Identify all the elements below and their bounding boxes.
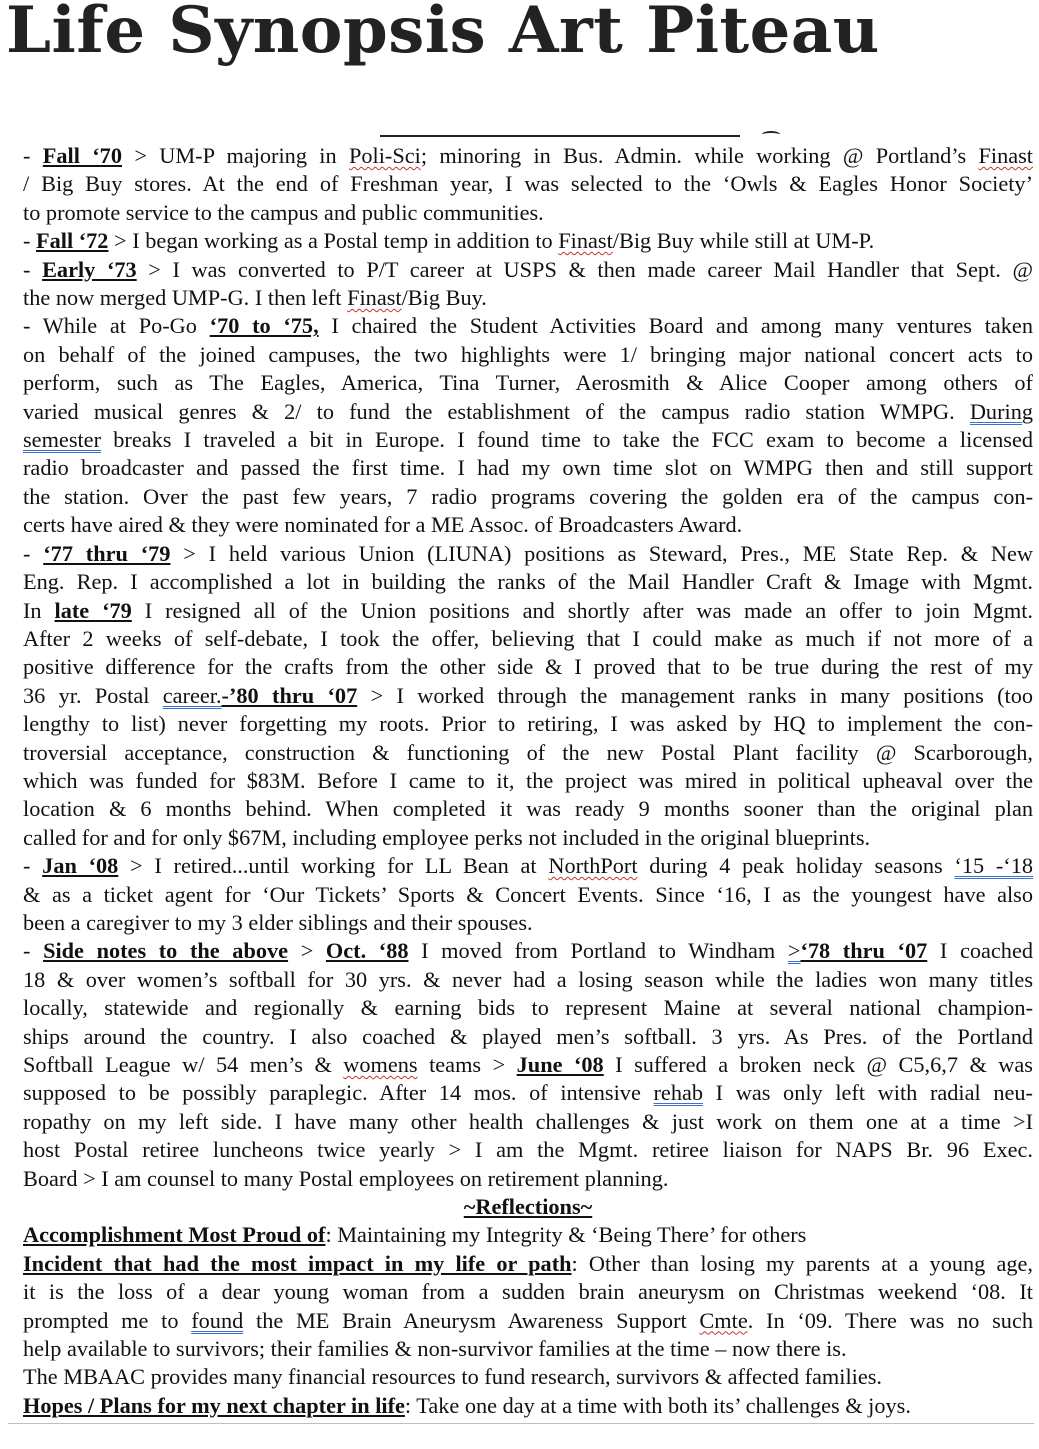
date-heading: ‘78 thru ‘07 [800, 938, 928, 964]
text-line [23, 170, 1033, 198]
grammar-flag-word: rehab [653, 1080, 704, 1106]
text-span: prompted me to [23, 1307, 192, 1333]
grammar-flag-word: semester [23, 427, 102, 453]
text-span: Board > I am counsel to many Postal employees on retirement planning. [23, 1165, 669, 1191]
text-line [23, 824, 1033, 852]
text-span: I moved from Portland to Windham [408, 938, 788, 964]
text-span: the ME Brain Aneurysm Awareness Support [243, 1307, 700, 1333]
spellcheck-word: Finast [978, 143, 1033, 168]
text-span: After 2 weeks of self-debate, I took the offer, believing that I could make as much if not more of a [23, 625, 1033, 651]
text-span: > I held various Union (LIUNA) positions as Steward, Pres., ME State Rep. & New [170, 540, 1034, 566]
text-line [23, 256, 1033, 284]
text-span: it is the loss of a dear young woman from a sudden brain aneurysm on Christmas weekend ‘08. It [23, 1279, 1033, 1305]
paragraph-77-79 [23, 540, 1033, 852]
paragraph-jan-08 [23, 852, 1033, 937]
text-line [23, 426, 1033, 454]
text-span: The MBAAC provides many financial resources to fund research, survivors & affected families. [23, 1364, 882, 1390]
text-line [23, 1278, 1033, 1306]
text-line [23, 398, 1033, 426]
text-span: perform, such as The Eagles, America, Tina Turner, Aerosmith & Alice Cooper among others of [23, 370, 1033, 396]
text-line [23, 625, 1033, 653]
paragraph-early-73 [23, 256, 1033, 313]
grammar-flag-word: ‘15 -‘18 [954, 853, 1034, 879]
spellcheck-word: Cmte [699, 1307, 748, 1333]
spellcheck-word: Finast [558, 228, 613, 254]
text-span: locally, statewide and regionally & earning bids to represent Maine at several national champion- [23, 995, 1033, 1021]
paragraph-fall-72 [23, 227, 1033, 255]
text-line [23, 1079, 1033, 1107]
text-span: ; minoring in Bus. Admin. while working @ Portland’s [420, 143, 979, 168]
text-span: teams > [417, 1052, 517, 1077]
text-span: - [23, 228, 36, 254]
text-span: during 4 peak holiday seasons [637, 853, 955, 879]
reflection-label: Incident that had the most impact in my life or path [23, 1250, 572, 1276]
spellcheck-word: womens [343, 1052, 418, 1077]
text-line [23, 1307, 1033, 1335]
spellcheck-word: Finast [347, 285, 402, 311]
text-span: - [23, 938, 44, 964]
text-span: varied musical genres & 2/ to fund the establishment of the campus radio station WMPG. [23, 398, 970, 424]
grammar-flag-word: > [787, 938, 801, 964]
text-span: > I worked through the management ranks in many positions (too [357, 682, 1034, 708]
text-span: I chaired the Student Activities Board and among many ventures taken [318, 313, 1033, 339]
text-line [23, 1335, 1033, 1363]
text-line [23, 852, 1033, 880]
text-span: /Big Buy. [401, 285, 487, 311]
text-line [23, 937, 1033, 965]
reflection-hopes [23, 1392, 1033, 1420]
text-span: host Postal retiree luncheons twice yearly > I am the Mgmt. retiree liaison for NAPS Br. 96 Exec. [23, 1137, 1033, 1163]
text-span: 36 yr. Postal [23, 682, 163, 708]
text-line [23, 454, 1033, 482]
text-span: ropathy on my left side. I have many other health challenges & just work on them one at a time >I [23, 1108, 1033, 1134]
text-span: help available to survivors; their families & non-survivor families at the time – now there is. [23, 1336, 847, 1362]
text-span: lengthy to list) never forgetting my roots. Prior to retiring, I was asked by HQ to implement the con- [23, 711, 1033, 737]
text-span: 18 & over women’s softball for 30 yrs. & never had a losing season while the ladies won many titles [23, 966, 1033, 992]
text-span: Eng. Rep. I accomplished a lot in building the ranks of the Mail Handler Craft & Image with Mgmt. [23, 569, 1033, 595]
text-line [23, 511, 1033, 539]
text-span: : Take one day at a time with both its’ challenges & joys. [404, 1392, 911, 1418]
date-heading: Fall ‘72 [36, 228, 109, 254]
text-line [23, 1165, 1033, 1193]
text-span: the station. Over the past few years, 7 radio programs covering the golden era of the campus con- [23, 483, 1033, 509]
grammar-flag-word: found [191, 1307, 244, 1333]
text-span: - While at Po-Go [23, 313, 210, 339]
text-line [23, 710, 1033, 738]
date-heading: late ‘79 [54, 597, 132, 623]
scan-artifact-rule [380, 135, 740, 137]
text-span: called for and for only $67M, including employee perks not included in the original blueprints. [23, 824, 871, 850]
date-heading: ‘70 to ‘75, [209, 313, 319, 339]
paragraph-side-notes [23, 937, 1033, 1193]
text-line [23, 540, 1033, 568]
text-span: > I was converted to P/T career at USPS & then made career Mail Handler that Sept. @ [136, 256, 1034, 282]
text-span: been a caregiver to my 3 elder siblings and their spouses. [23, 909, 533, 935]
grammar-flag-word: career. [162, 682, 222, 708]
text-span: breaks I traveled a bit in Europe. I found time to take the FCC exam to become a licensed [101, 427, 1033, 453]
text-line [23, 568, 1033, 596]
text-span: - [23, 256, 43, 282]
scan-artifact-mark [762, 131, 780, 138]
date-heading: ‘77 thru ‘79 [43, 540, 171, 566]
text-span: - [23, 853, 43, 879]
text-line [23, 1363, 1033, 1391]
text-span: radio broadcaster and passed the first time. I had my own time slot on WMPG then and still support [23, 455, 1033, 481]
date-heading: Oct. ‘88 [325, 938, 409, 964]
text-span: I resigned all of the Union positions and shortly after was made an offer to join Mgmt. [131, 597, 1033, 623]
text-span: I coached [927, 938, 1033, 964]
section-label: Side notes to the above [43, 938, 289, 964]
synopsis-body [23, 142, 1033, 1420]
text-span: on behalf of the joined campuses, the two highlights were 1/ bringing major national concert acts to [23, 341, 1033, 367]
text-line [23, 795, 1033, 823]
text-line [23, 653, 1033, 681]
date-heading: Jan ‘08 [42, 853, 119, 879]
text-span: - [23, 143, 43, 168]
text-span: I was only left with radial neu- [703, 1080, 1033, 1106]
spellcheck-word: NorthPort [548, 853, 638, 879]
spellcheck-word: Poli-Sci [348, 143, 421, 168]
text-span: : Maintaining my Integrity & ‘Being There’ for others [325, 1222, 807, 1248]
date-heading: -’80 thru ‘07 [221, 682, 358, 708]
text-line [23, 994, 1033, 1022]
text-span: Softball League w/ 54 men’s & [23, 1052, 344, 1077]
grammar-flag-word: During [969, 398, 1033, 424]
reflection-proud [23, 1221, 1033, 1249]
paragraph-po-go [23, 312, 1033, 539]
text-line [23, 284, 1033, 312]
page-title: Life Synopsis Art Piteau [6, 0, 880, 68]
text-line [23, 966, 1033, 994]
text-line [23, 369, 1033, 397]
text-line [23, 597, 1033, 625]
text-line [23, 1136, 1033, 1164]
text-span: - [23, 540, 44, 566]
bottom-divider [8, 1423, 1034, 1424]
text-span: location & 6 months behind. When completed it was ready 9 months sooner than the original plan [23, 796, 1033, 822]
text-line [23, 227, 1033, 255]
text-line [23, 682, 1033, 710]
text-span: certs have aired & they were nominated for a ME Assoc. of Broadcasters Award. [23, 512, 743, 538]
text-span: & as a ticket agent for ‘Our Tickets’ Sports & Concert Events. Since ‘16, I as the youngest have also [23, 881, 1033, 907]
text-line [23, 1051, 1033, 1079]
paragraph-fall-70 [23, 142, 1033, 227]
text-span: which was funded for $83M. Before I came to it, the project was mired in political upheaval over the [23, 767, 1033, 793]
text-line [23, 199, 1033, 227]
reflections-heading [23, 1193, 1033, 1221]
text-span: : Other than losing my parents at a young age, [571, 1250, 1033, 1276]
date-heading: June ‘08 [516, 1052, 604, 1077]
text-line [23, 767, 1033, 795]
text-span: > I retired...until working for LL Bean at [118, 853, 549, 879]
text-span: the now merged UMP-G. I then left [23, 285, 348, 311]
text-span: to promote service to the campus and public communities. [23, 199, 544, 225]
text-span: /Big Buy while still at UM-P. [612, 228, 875, 254]
reflection-label: Accomplishment Most Proud of [23, 1222, 326, 1248]
text-span: / Big Buy stores. At the end of Freshman year, I was selected to the ‘Owls & Eagles Honor Society’ [23, 171, 1033, 197]
text-line [23, 909, 1033, 937]
text-span: > I began working as a Postal temp in addition to [108, 228, 559, 254]
text-span: . In ‘09. There was no such [747, 1307, 1033, 1333]
text-line [23, 341, 1033, 369]
section-heading: ~Reflections~ [463, 1194, 593, 1220]
text-line [23, 1392, 1033, 1420]
text-span: > UM-P majoring in [121, 143, 349, 168]
text-line [23, 739, 1033, 767]
text-line [23, 881, 1033, 909]
text-span: In [23, 597, 55, 623]
text-line [23, 1108, 1033, 1136]
text-line [23, 1250, 1033, 1278]
text-span: troversial acceptance, construction & functioning of the new Postal Plant facility @ Scarborough, [23, 739, 1033, 765]
text-span: I suffered a broken neck @ C5,6,7 & was [603, 1052, 1033, 1077]
text-span: > [288, 938, 326, 964]
reflection-label: Hopes / Plans for my next chapter in life [23, 1392, 405, 1418]
text-line [23, 312, 1033, 340]
text-line [23, 1023, 1033, 1051]
text-span: positive difference for the crafts from the other side & I proved that to be true during the rest of my [23, 654, 1033, 680]
reflection-impact [23, 1250, 1033, 1392]
text-span: supposed to be possibly paraplegic. After 14 mos. of intensive [23, 1080, 654, 1106]
date-heading: Fall ‘70 [42, 143, 122, 168]
text-span: ships around the country. I also coached & played men’s softball. 3 yrs. As Pres. of the Portland [23, 1023, 1033, 1049]
date-heading: Early ‘73 [42, 256, 137, 282]
text-line [23, 1221, 1033, 1249]
text-line [23, 483, 1033, 511]
text-line [23, 142, 1033, 170]
